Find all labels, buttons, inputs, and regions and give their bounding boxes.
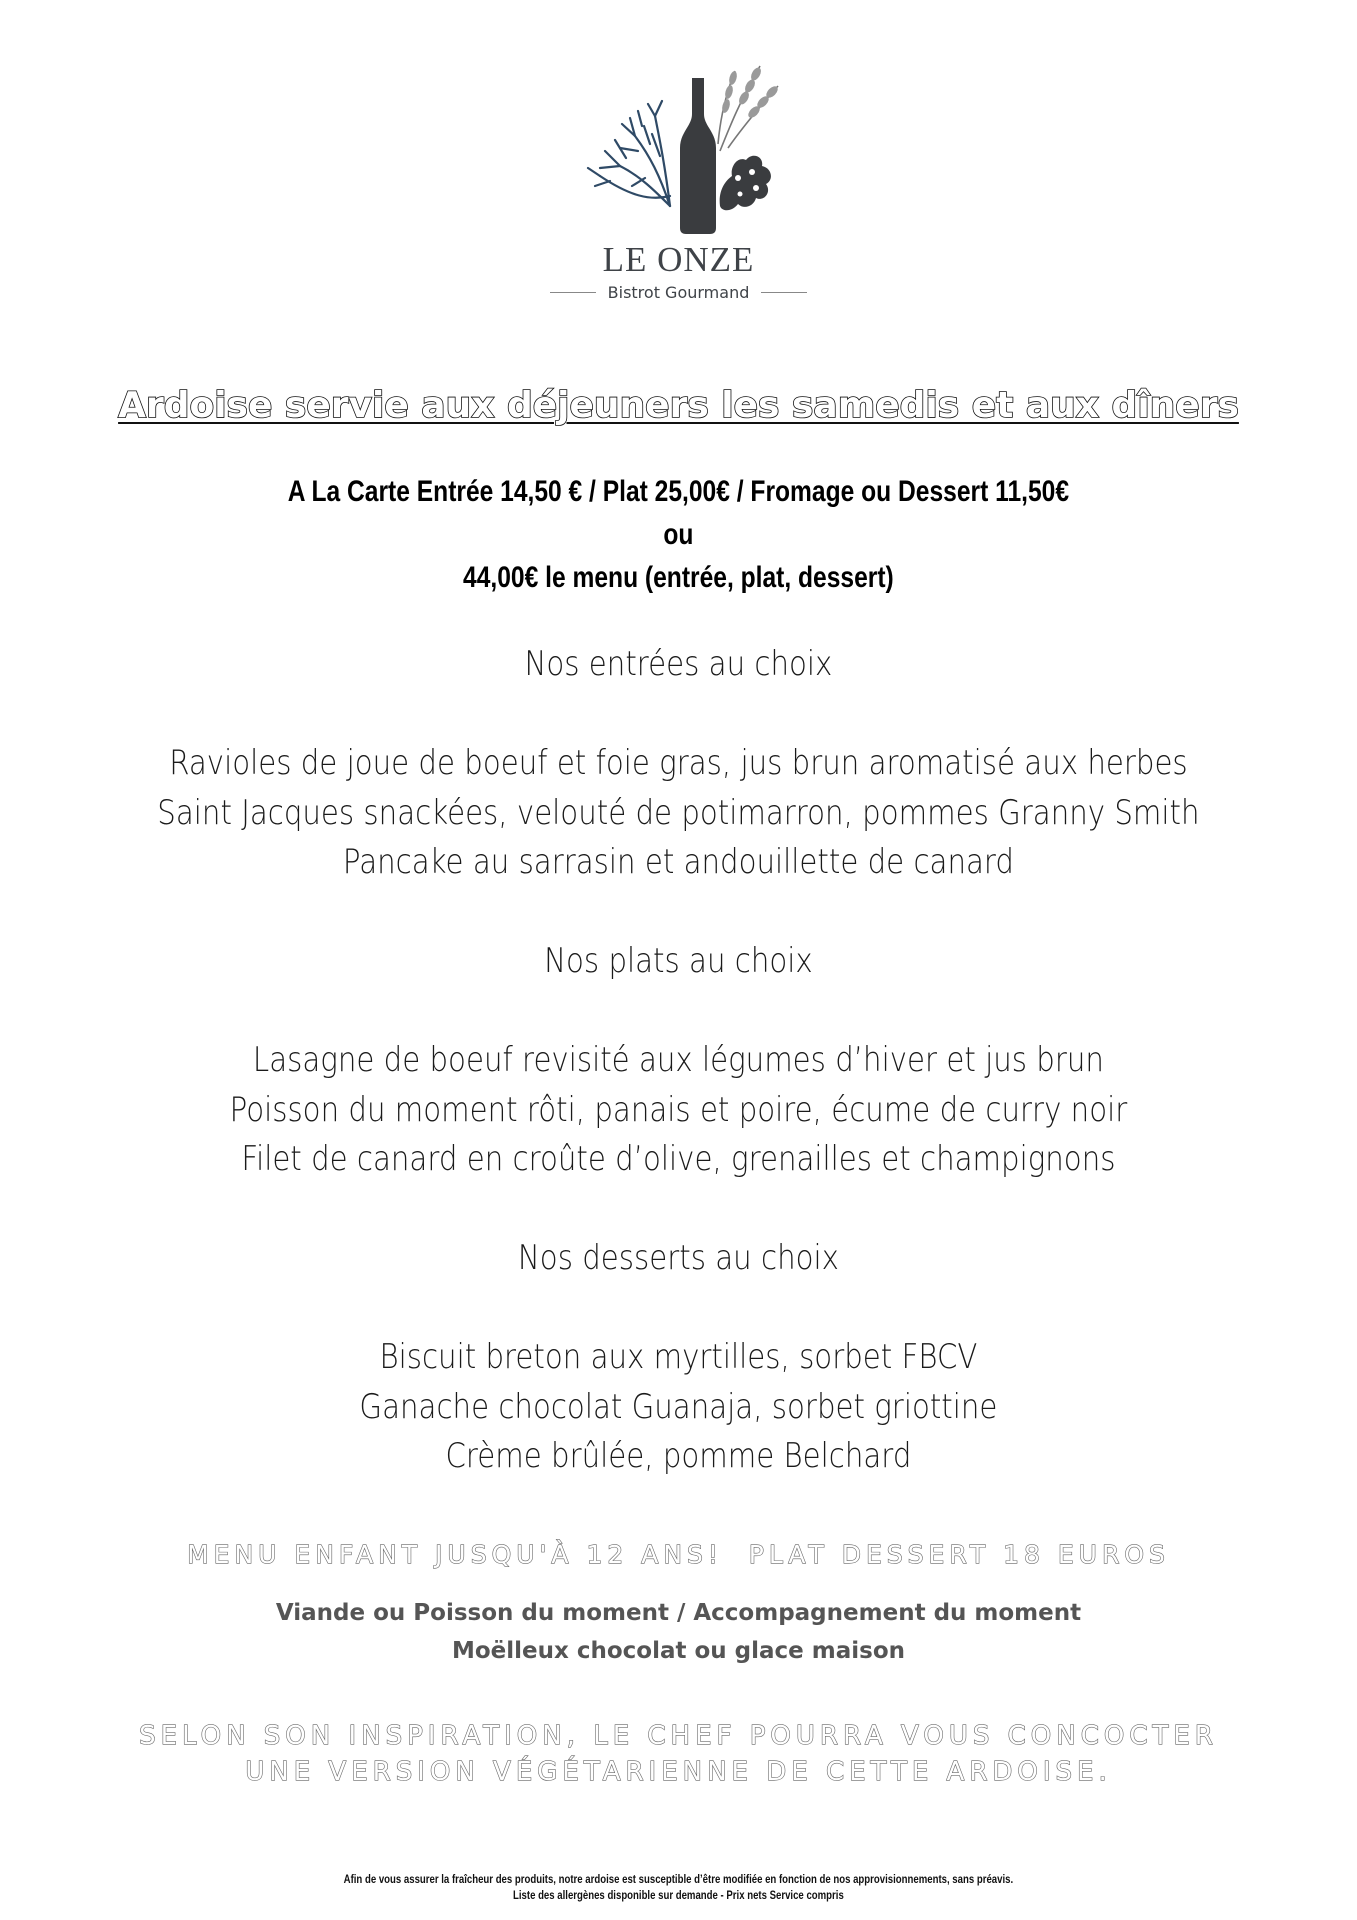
vegetarian-note bbox=[0, 1718, 1357, 1790]
section-heading-plats: Nos plats au choix bbox=[544, 941, 813, 981]
dish-item: Poisson du moment rôti, panais et poire, écume de curry noir bbox=[229, 1089, 1128, 1130]
section-items-entrees bbox=[95, 739, 1262, 888]
divider-line-right bbox=[761, 292, 807, 293]
menu-sections bbox=[95, 640, 1262, 1531]
pricing-block bbox=[122, 470, 1235, 599]
footer-line: Liste des allergènes disponible sur demande - Prix nets Service compris bbox=[513, 1888, 844, 1902]
kids-menu-details bbox=[0, 1594, 1357, 1670]
brand-subtitle-row bbox=[0, 283, 1357, 302]
section-items-desserts bbox=[95, 1333, 1262, 1482]
footer-disclaimer bbox=[136, 1871, 1222, 1903]
pricing-menu: 44,00€ le menu (entrée, plat, dessert) bbox=[463, 561, 894, 594]
section-heading-entrees: Nos entrées au choix bbox=[524, 644, 833, 684]
dish-item: Pancake au sarrasin et andouillette de canard bbox=[342, 842, 1014, 882]
dish-item: Ravioles de joue de boeuf et foie gras, jus brun aromatisé aux herbes bbox=[169, 743, 1188, 783]
wine-bottle-coral-logo-icon bbox=[560, 56, 800, 236]
dish-item: Ganache chocolat Guanaja, sorbet griottine bbox=[359, 1386, 998, 1427]
section-items-plats bbox=[95, 1036, 1262, 1185]
footer-line: Afin de vous assurer la fraîcheur des produits, notre ardoise est susceptible d’être modifiée en fonction de nos approvisionnements, sans préavis. bbox=[343, 1872, 1014, 1886]
vegetarian-note-line: UNE VERSION VÉGÉTARIENNE DE CETTE ARDOISE. bbox=[245, 1757, 1112, 1787]
kids-menu-line: Viande ou Poisson du moment / Accompagnement du moment bbox=[275, 1600, 1082, 1626]
dish-item: Filet de canard en croûte d’olive, grenailles et champignons bbox=[241, 1139, 1116, 1179]
menu-headline: Ardoise servie aux déjeuners les samedis et aux dîners bbox=[118, 385, 1239, 426]
kids-menu-line: Moëlleux chocolat ou glace maison bbox=[451, 1638, 906, 1664]
dish-item: Saint Jacques snackées, velouté de potimarron, pommes Granny Smith bbox=[157, 792, 1200, 833]
divider-line-left bbox=[550, 292, 596, 293]
pricing-or: ou bbox=[663, 518, 694, 551]
vegetarian-note-line: SELON SON INSPIRATION, LE CHEF POURRA VOUS CONCOCTER bbox=[139, 1721, 1218, 1751]
kids-menu-title: MENU ENFANT JUSQU'À 12 ANS! PLAT DESSERT 18 EUROS bbox=[187, 1540, 1170, 1569]
pricing-a-la-carte: A La Carte Entrée 14,50 € / Plat 25,00€ / Fromage ou Dessert 11,50€ bbox=[287, 475, 1070, 508]
dish-item: Biscuit breton aux myrtilles, sorbet FBCV bbox=[379, 1337, 978, 1377]
dish-item: Crème brûlée, pomme Belchard bbox=[445, 1436, 912, 1476]
brand-subtitle: Bistrot Gourmand bbox=[607, 283, 750, 302]
brand-name: LE ONZE bbox=[602, 240, 755, 279]
section-heading-desserts: Nos desserts au choix bbox=[517, 1238, 839, 1278]
dish-item: Lasagne de boeuf revisité aux légumes d’hiver et jus brun bbox=[252, 1040, 1104, 1080]
